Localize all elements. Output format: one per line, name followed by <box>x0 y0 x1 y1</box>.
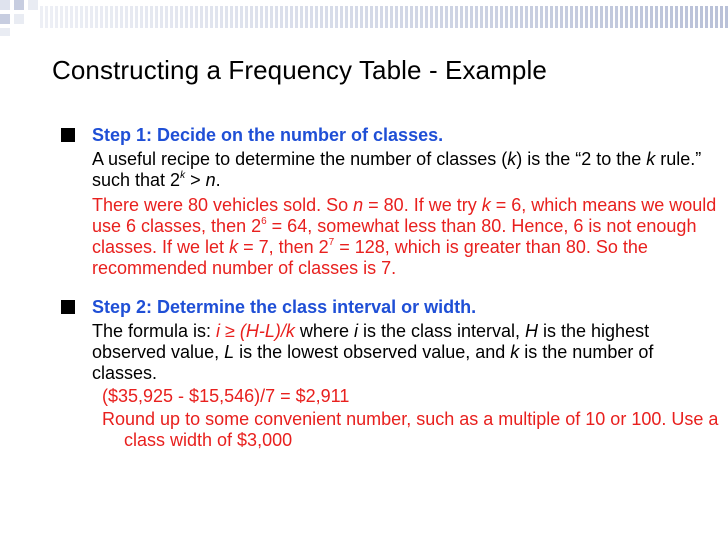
step-2-rounding-note: Round up to some convenient number, such as a multiple of 10 or 100. Use a class width of $3,000 <box>102 409 719 450</box>
step-1-example: There were 80 vehicles sold. So n = 80. If we try k = 6, which means we would use 6 classes, then $2^6 = 64$, somewhat less than 80. Hence, 6 is not enough classes. If we let k = 7, then $2^7 = 128$, which is greater than 80. So the recommended number of classes is 7. <box>92 195 717 278</box>
step-2-calculation: ($35,925 - $15,546)/7 = $2,911 <box>102 386 350 406</box>
step-2-formula-text: The formula is: i ≥ (H-L)/k where i is the class interval, H is the highest observed value, L is the lowest observed value, and k is the number of classes. <box>92 321 654 383</box>
class-width-formula: i ≥ (H-L)/k <box>216 321 295 341</box>
slide-title: Constructing a Frequency Table - Example <box>52 55 547 85</box>
decorative-header-bar <box>40 6 728 28</box>
square-bullet-icon <box>61 128 75 142</box>
step-1-heading: Step 1: Decide on the number of classes. <box>92 125 444 145</box>
step-1-explanation: A useful recipe to determine the number of classes (k) is the “2 to the k rule.” such that $2^k > n$. <box>92 149 702 190</box>
step-1 <box>60 124 720 279</box>
step-2 <box>60 296 720 451</box>
step-2-heading: Step 2: Determine the class interval or width. <box>92 297 477 317</box>
square-bullet-icon <box>61 300 75 314</box>
slide-body <box>60 124 720 451</box>
decorative-checker-squares <box>0 0 38 36</box>
